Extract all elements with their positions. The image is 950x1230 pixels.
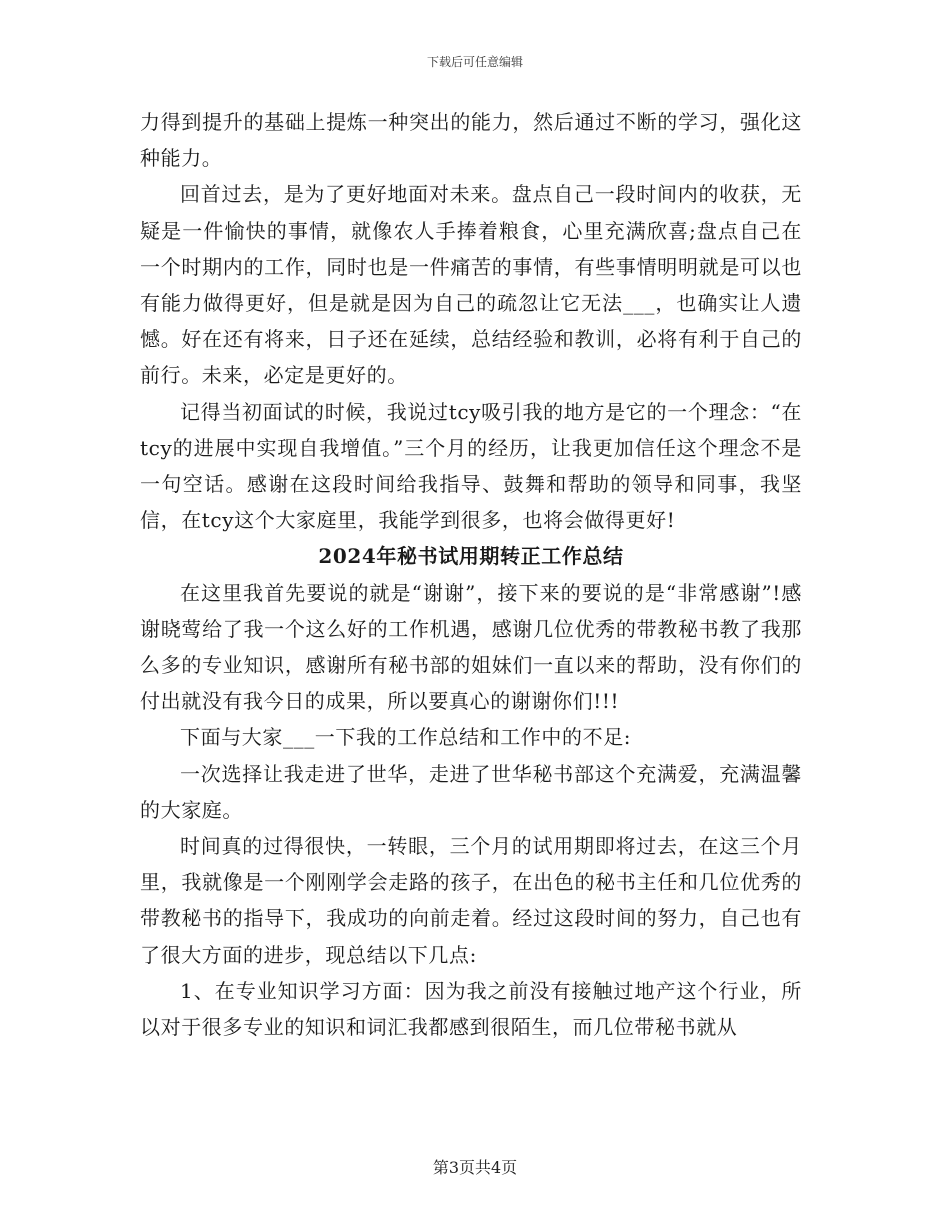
page-header: 下载后可任意编辑 <box>426 55 523 69</box>
paragraph-choice: 一次选择让我走进了世华，走进了世华秘书部这个充满爱，充满温馨的大家庭。 <box>140 761 802 822</box>
paragraph-thanks: 在这里我首先要说的就是“谢谢”，接下来的要说的是“非常感谢”!感谢晓莺给了我一个这么好的工作机遇，感谢几位优秀的带教秘书教了我那么多的专业知识，感谢所有秘书部的姐妹们一直以来的帮助，没有你们的付出就没有我今日的成果，所以要真心的谢谢你们!!! <box>140 580 802 714</box>
paragraph-time: 时间真的过得很快，一转眼，三个月的试用期即将过去，在这三个月里，我就像是一个刚刚学会走路的孩子，在出色的秘书主任和几位优秀的带教秘书的指导下，我成功的向前走着。经过这段时间的努力，自己也有了很大方面的进步，现总结以下几点: <box>140 834 802 967</box>
paragraph-intro-summary: 下面与大家___一下我的工作总结和工作中的不足: <box>180 725 632 750</box>
section-title: 2024年秘书试用期转正工作总结 <box>318 544 624 569</box>
page-footer: 第3页共4页 <box>432 1158 518 1177</box>
paragraph-looking-back: 回首过去，是为了更好地面对未来。盘点自己一段时间内的收获，无疑是一件愉快的事情，就像农人手捧着粮食，心里充满欣喜;盘点自己在一个时期内的工作，同时也是一件痛苦的事情，有些事情明明就是可以也有能力做得更好，但是就是因为自己的疏忽让它无法___，也确实让人遗憾。好在还有将来，日子还在延续，总结经验和教训，必将有利于自己的前行。未来，必定是更好的。 <box>140 182 802 388</box>
document-body <box>140 104 802 1045</box>
paragraph-interview: 记得当初面试的时候，我说过tcy吸引我的地方是它的一个理念：“在tcy的进展中实现自我增值。”三个月的经历，让我更加信任这个理念不是一句空话。感谢在这段时间给我指导、鼓舞和帮助的领导和同事，我坚信，在tcy这个大家庭里，我能学到很多，也将会做得更好! <box>140 399 802 533</box>
paragraph-continuation: 力得到提升的基础上提炼一种突出的能力，然后通过不断的学习，强化这种能力。 <box>140 110 802 171</box>
paragraph-professional-knowledge: 1、在专业知识学习方面：因为我之前没有接触过地产这个行业，所以对于很多专业的知识和词汇我都感到很陌生，而几位带秘书就从 <box>140 978 802 1040</box>
